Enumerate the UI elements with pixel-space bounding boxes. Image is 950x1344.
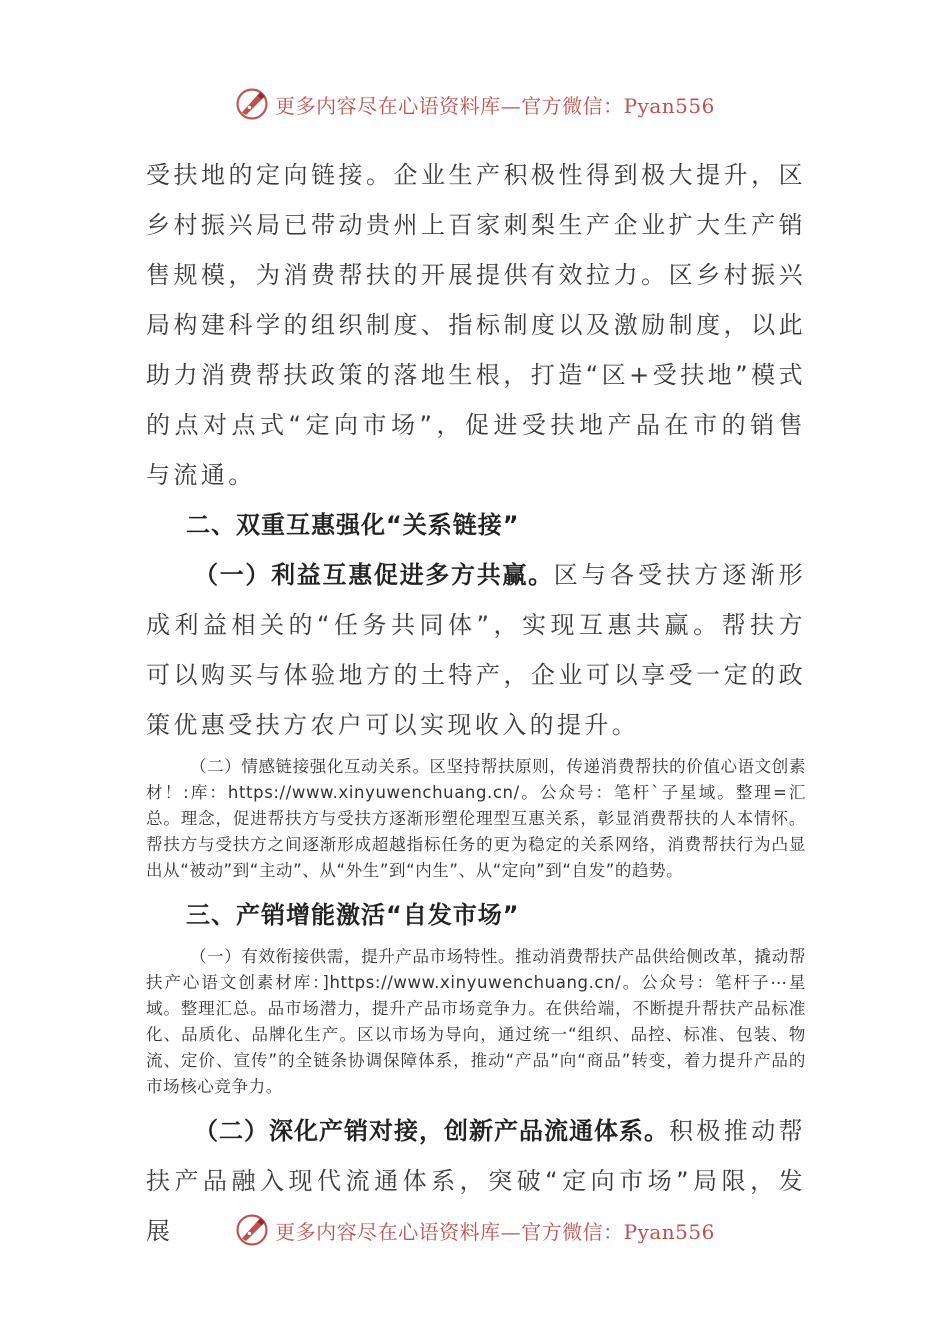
pen-nib-logo-icon [235, 87, 269, 121]
pen-nib-logo-icon [235, 1213, 269, 1247]
paragraph-distribution-text: 积极推动帮扶产品融入现代流通体系，突破“定向市场”局限，发展 [146, 1117, 806, 1245]
paragraph-supply-demand: （一）有效衔接供需，提升产品市场特性。推动消费帮扶产品供给侧改革，撬动帮扶产心语文创素材库：]https://www.xinyuwenchuang.cn/。公众号：笔杆子⋯星域。整理汇总。品市场潜力，提升产品市场竞争力。在供给端，不断提升帮扶产品标准化、品质化、品牌化生产。区以市场为导向，通过统一“组织、品控、标准、包装、物流、定价、宣传”的全链条协调保障体系，推动“产品”向“商品”转变，着力提升产品的市场核心竞争力。 [146, 947, 806, 1096]
banner-text: 更多内容尽在心语资料库—官方微信：Pyan556 [275, 93, 715, 118]
paragraph-intro: 受扶地的定向链接。企业生产积极性得到极大提升，区乡村振兴局已带动贵州上百家刺梨生产企业扩大生产销售规模，为消费帮扶的开展提供有效拉力。区乡村振兴局构建科学的组织制度、指标制度以及激励制度，以此助力消费帮扶政策的落地生根，打造“区+受扶地”模式的点对点式“定向市场”，促进受扶地产品在市的销售与流通。 [146, 161, 806, 489]
section-heading-2: 二、双重互惠强化“关系链接” [186, 511, 520, 539]
subheading-mutual-benefit: （一）利益互惠促进多方共赢。 [194, 561, 554, 589]
banner-text: 更多内容尽在心语资料库—官方微信：Pyan556 [275, 1219, 715, 1244]
header-banner [0, 84, 950, 124]
document-body [146, 150, 806, 1256]
paragraph-mutual-benefit [146, 550, 806, 750]
paragraph-emotional-link: （二）情感链接强化互动关系。区坚持帮扶原则，传递消费帮扶的价值心语文创素材！:库：https://www.xinyuwenchuang.cn/。公众号：笔杆`子星域。整理=汇总。理念，促进帮扶方与受扶方逐渐形塑伦理型互惠关系，彰显消费帮扶的人本情怀。帮扶方与受扶方之间逐渐形成超越指标任务的更为稳定的关系网络，消费帮扶行为凸显出从“被动”到“主动”、从“外生”到“内生”、从“定向”到“自发”的趋势。 [146, 757, 806, 880]
paragraph-mutual-benefit-text: 区与各受扶方逐渐形成利益相关的“任务共同体”，实现互惠共赢。帮扶方可以购买与体验地方的土特产，企业可以享受一定的政策优惠受扶方农户可以实现收入的提升。 [146, 561, 806, 739]
section-heading-3: 三、产销增能激活“自发市场” [186, 901, 520, 929]
subheading-distribution: （二）深化产销对接，创新产品流通体系。 [194, 1117, 669, 1145]
footer-banner [0, 1210, 950, 1250]
